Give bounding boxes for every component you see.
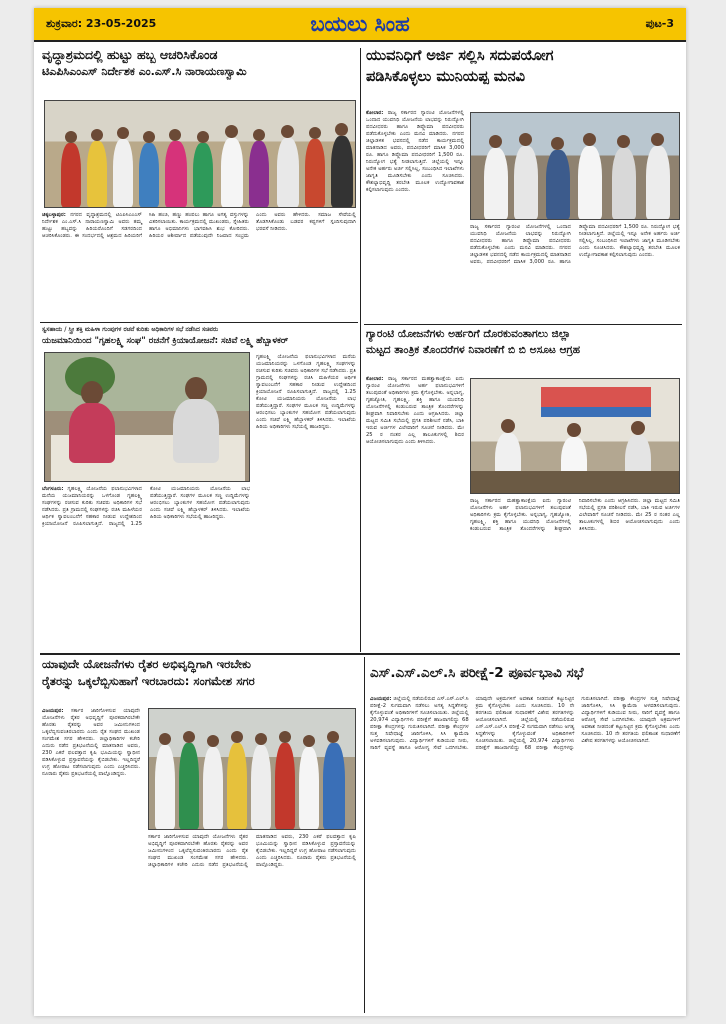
article-5-photo bbox=[148, 708, 356, 830]
article-1-headline: ವೃದ್ಧಾಶ್ರಮದಲ್ಲಿ ಹುಟ್ಟು ಹಬ್ಬ ಆಚರಿಸಿಕೊಂಡ bbox=[42, 48, 218, 62]
issue-date: ಶುಕ್ರವಾರ: 23-05-2025 bbox=[46, 17, 157, 30]
article-5-place: ವಿಜಯಪುರ: bbox=[42, 708, 64, 714]
article-5-text: ಸರ್ಕಾರ ಜಾರಿಗೊಳಿಸುವ ಯಾವುದೇ ಯೋಜನೆಗಳು ರೈತರ ಅಭಿವೃದ್ಧಿಗೆ ಪೂರಕವಾಗಿರಬೇಕೇ ಹೊರತು ರೈತರನ್ನು ಅವರ ಜಮೀನುಗಳಿಂದ ಒಕ್ಕಲೆಬ್ಬಿಸುವಂತಿರಬಾರದು ಎಂದು ರೈತ ಸಂಘದ ಮುಖಂಡ ಸಂಗಮೇಶ ಸಗರ ಹೇಳಿದರು. ಜಿಲ್ಲಾಧಿಕಾರಿಗಳ ಕಚೇರಿ ಎದುರು ನಡೆದ ಪ್ರತಿಭಟನೆಯಲ್ಲಿ ಮಾತನಾಡಿದ ಅವರು, 230 ಎಕರೆ ಫಲವತ್ತಾದ ಕೃಷಿ ಭೂಮಿಯನ್ನು ಸ್ವಾಧೀನ ಪಡಿಸಿಕೊಳ್ಳುವ ಪ್ರಸ್ತಾವನೆಯನ್ನು ಕೈಬಿಡಬೇಕು. ಇಲ್ಲದಿದ್ದರೆ ಉಗ್ರ ಹೋರಾಟ ನಡೆಸಲಾಗುವುದು ಎಂದು ಎಚ್ಚರಿಸಿದರು. ನೂರಾರು ರೈತರು ಪ್ರತಿಭಟನೆಯಲ್ಲಿ ಪಾಲ್ಗೊಂಡಿದ್ದರು. bbox=[42, 708, 140, 778]
article-5-text-continued: ಸರ್ಕಾರ ಜಾರಿಗೊಳಿಸುವ ಯಾವುದೇ ಯೋಜನೆಗಳು ರೈತರ ಅಭಿವೃದ್ಧಿಗೆ ಪೂರಕವಾಗಿರಬೇಕೇ ಹೊರತು ರೈತರನ್ನು ಅವರ ಜಮೀನುಗಳಿಂದ ಒಕ್ಕಲೆಬ್ಬಿಸುವಂತಿರಬಾರದು ಎಂದು ರೈತ ಸಂಘದ ಮುಖಂಡ ಸಂಗಮೇಶ ಸಗರ ಹೇಳಿದರು. ಜಿಲ್ಲಾಧಿಕಾರಿಗಳ ಕಚೇರಿ ಎದುರು ನಡೆದ ಪ್ರತಿಭಟನೆಯಲ್ಲಿ ಮಾತನಾಡಿದ ಅವರು, 230 ಎಕರೆ ಫಲವತ್ತಾದ ಕೃಷಿ ಭೂಮಿಯನ್ನು ಸ್ವಾಧೀನ ಪಡಿಸಿಕೊಳ್ಳುವ ಪ್ರಸ್ತಾವನೆಯನ್ನು ಕೈಬಿಡಬೇಕು. ಇಲ್ಲದಿದ್ದರೆ ಉಗ್ರ ಹೋರಾಟ ನಡೆಸಲಾಗುವುದು ಎಂದು ಎಚ್ಚರಿಸಿದರು. ನೂರಾರು ರೈತರು ಪ್ರತಿಭಟನೆಯಲ್ಲಿ ಪಾಲ್ಗೊಂಡಿದ್ದರು. bbox=[148, 834, 356, 869]
masthead bbox=[34, 8, 686, 42]
article-1-place: ಚಿಕ್ಕಬಳ್ಳಾಪುರ: bbox=[42, 212, 66, 218]
article-2-kicker: ಸ್ವಸಹಾಯ / ಸ್ತ್ರೀ ಶಕ್ತಿ ಮಹಿಳಾ ಗುಂಪುಗಳ ರಚನೆ ಕುರಿತು ಅಧಿಕಾರಿಗಳ ಸಭೆ ನಡೆಸಿದ ಸಚಿವರು bbox=[42, 326, 219, 333]
article-4-photo bbox=[470, 378, 680, 494]
article-5-body-right bbox=[148, 834, 356, 1014]
newspaper-title: ಬಯಲು ಸಿಂಹ bbox=[310, 11, 410, 36]
article-2-photo bbox=[44, 352, 250, 482]
article-3-place: ಕೋಲಾರ: bbox=[366, 110, 384, 116]
newspaper-page bbox=[34, 8, 686, 1016]
article-6-text: ಜಿಲ್ಲೆಯಲ್ಲಿ ನಡೆಯಲಿರುವ ಎಸ್.ಎಸ್.ಎಲ್.ಸಿ ಪರೀಕ್ಷೆ-2 ಸುಗಮವಾಗಿ ನಡೆಸಲು ಅಗತ್ಯ ಸಿದ್ಧತೆಗಳನ್ನು ಕೈಗೊಳ್ಳುವಂತೆ ಅಧಿಕಾರಿಗಳಿಗೆ ಸೂಚಿಸಲಾಯಿತು. ಜಿಲ್ಲೆಯಲ್ಲಿ 20,974 ವಿದ್ಯಾರ್ಥಿಗಳು ಪರೀಕ್ಷೆಗೆ ಹಾಜರಾಗಲಿದ್ದು 68 ಪರೀಕ್ಷಾ ಕೇಂದ್ರಗಳನ್ನು ಗುರುತಿಸಲಾಗಿದೆ. ಪರೀಕ್ಷಾ ಕೇಂದ್ರಗಳ ಸುತ್ತ ನಿಷೇಧಾಜ್ಞೆ ಜಾರಿಗೊಳಿಸಿ, ಸಿಸಿ ಕ್ಯಾಮೆರಾ ಅಳವಡಿಸಲಾಗುವುದು. ವಿದ್ಯಾರ್ಥಿಗಳಿಗೆ ಕುಡಿಯುವ ನೀರು, ಸಾರಿಗೆ ವ್ಯವಸ್ಥೆ ಹಾಗೂ ಆರೋಗ್ಯ ಸೇವೆ ಒದಗಿಸಬೇಕು. ಯಾವುದೇ ಅಕ್ರಮಗಳಿಗೆ ಅವಕಾಶ ನೀಡದಂತೆ ಕಟ್ಟುನಿಟ್ಟಿನ ಕ್ರಮ ಕೈಗೊಳ್ಳಬೇಕು ಎಂದು ಸೂಚಿಸಿದರು. 10 ನೇ ತರಗತಿಯ ಫಲಿತಾಂಶ ಸುಧಾರಣೆಗೆ ವಿಶೇಷ ತರಗತಿಗಳನ್ನು ಆಯೋಜಿಸಲಾಗಿದೆ. bbox=[370, 696, 575, 752]
article-2-body-continued bbox=[256, 354, 356, 650]
article-1-text: ನಗರದ ವೃದ್ಧಾಶ್ರಮದಲ್ಲಿ ಟಿಎಪಿಸಿಎಂಎಸ್ ನಿರ್ದೇಶಕ ಎಂ.ಎಸ್.ಸಿ ನಾರಾಯಣಸ್ವಾಮಿ ಅವರು ತಮ್ಮ ಹುಟ್ಟು ಹಬ್ಬವನ್ನು ಹಿರಿಯರೊಂದಿಗೆ ಸಡಗರದಿಂದ ಆಚರಿಸಿಕೊಂಡರು. ಈ ಸಂದರ್ಭದಲ್ಲಿ ಆಶ್ರಮದ ಹಿರಿಯರಿಗೆ ಸಿಹಿ ಹಂಚಿ, ಹಣ್ಣು ಹಂಪಲು ಹಾಗೂ ಅಗತ್ಯ ವಸ್ತುಗಳನ್ನು ವಿತರಿಸಲಾಯಿತು. ಕಾರ್ಯಕ್ರಮದಲ್ಲಿ ಮುಖಂಡರು, ಸ್ನೇಹಿತರು ಹಾಗೂ ಅಭಿಮಾನಿಗಳು ಭಾಗವಹಿಸಿ ಶುಭ ಕೋರಿದರು. ಹಿರಿಯರ ಆಶೀರ್ವಾದ ಪಡೆಯುವುದೇ ನಿಜವಾದ ಸಂಭ್ರಮ ಎಂದು ಅವರು ಹೇಳಿದರು. ಸಮಾಜ ಸೇವೆಯಲ್ಲಿ ತೊಡಗಿಸಿಕೊಂಡು ಬಡವರ ಕಷ್ಟಗಳಿಗೆ ಸ್ಪಂದಿಸುವುದಾಗಿ ಭರವಸೆ ನೀಡಿದರು. bbox=[42, 212, 356, 240]
article-2-place: ಬೆಂಗಳೂರು: bbox=[42, 486, 64, 492]
article-divider bbox=[364, 324, 682, 325]
article-4-body-right bbox=[470, 498, 680, 652]
article-3-photo bbox=[470, 112, 680, 220]
article-4-body-left bbox=[366, 376, 464, 652]
article-3-body-left bbox=[366, 110, 464, 322]
article-2-header bbox=[42, 326, 356, 352]
article-2-text-continued: ಗೃಹಲಕ್ಷ್ಮಿ ಯೋಜನೆಯ ಫಲಾನುಭವಿಗಳಾದ ಮನೆಯ ಯಜಮಾನಿಯರನ್ನು ಒಳಗೊಂಡ ಗೃಹಲಕ್ಷ್ಮಿ ಸಂಘಗಳನ್ನು ರಚಿಸುವ ಕುರಿತು ಸಚಿವರು ಅಧಿಕಾರಿಗಳ ಸಭೆ ನಡೆಸಿದರು. ಪ್ರತಿ ಗ್ರಾಮದಲ್ಲಿ ಸಂಘಗಳನ್ನು ರಚಿಸಿ ಮಹಿಳೆಯರ ಆರ್ಥಿಕ ಸ್ವಾವಲಂಬನೆಗೆ ಸಹಕಾರ ನೀಡುವ ಉದ್ದೇಶದಿಂದ ಕ್ರಿಯಾಯೋಜನೆ ರೂಪಿಸಲಾಗುತ್ತಿದೆ. ರಾಜ್ಯದಲ್ಲಿ 1.25 ಕೋಟಿ ಯಜಮಾನಿಯರು ಯೋಜನೆಯ ಲಾಭ ಪಡೆಯುತ್ತಿದ್ದಾರೆ. ಸಂಘಗಳ ಮೂಲಕ ಸಣ್ಣ ಉದ್ದಿಮೆಗಳನ್ನು ಆರಂಭಿಸಲು ಬ್ಯಾಂಕುಗಳ ಸಹಯೋಗ ಪಡೆಯಲಾಗುವುದು ಎಂದು ಸಚಿವೆ ಲಕ್ಷ್ಮಿ ಹೆಬ್ಬಾಳಕರ್ ತಿಳಿಸಿದರು. ಇಲಾಖೆಯ ಹಿರಿಯ ಅಧಿಕಾರಿಗಳು ಸಭೆಯಲ್ಲಿ ಹಾಜರಿದ್ದರು. bbox=[256, 354, 356, 431]
article-6-place: ವಿಜಯಪುರ: bbox=[370, 696, 392, 702]
article-6-text-continued: ಜಿಲ್ಲೆಯಲ್ಲಿ ನಡೆಯಲಿರುವ ಎಸ್.ಎಸ್.ಎಲ್.ಸಿ ಪರೀಕ್ಷೆ-2 ಸುಗಮವಾಗಿ ನಡೆಸಲು ಅಗತ್ಯ ಸಿದ್ಧತೆಗಳನ್ನು ಕೈಗೊಳ್ಳುವಂತೆ ಅಧಿಕಾರಿಗಳಿಗೆ ಸೂಚಿಸಲಾಯಿತು. ಜಿಲ್ಲೆಯಲ್ಲಿ 20,974 ವಿದ್ಯಾರ್ಥಿಗಳು ಪರೀಕ್ಷೆಗೆ ಹಾಜರಾಗಲಿದ್ದು 68 ಪರೀಕ್ಷಾ ಕೇಂದ್ರಗಳನ್ನು ಗುರುತಿಸಲಾಗಿದೆ. ಪರೀಕ್ಷಾ ಕೇಂದ್ರಗಳ ಸುತ್ತ ನಿಷೇಧಾಜ್ಞೆ ಜಾರಿಗೊಳಿಸಿ, ಸಿಸಿ ಕ್ಯಾಮೆರಾ ಅಳವಡಿಸಲಾಗುವುದು. ವಿದ್ಯಾರ್ಥಿಗಳಿಗೆ ಕುಡಿಯುವ ನೀರು, ಸಾರಿಗೆ ವ್ಯವಸ್ಥೆ ಹಾಗೂ ಆರೋಗ್ಯ ಸೇವೆ ಒದಗಿಸಬೇಕು. ಯಾವುದೇ ಅಕ್ರಮಗಳಿಗೆ ಅವಕಾಶ ನೀಡದಂತೆ ಕಟ್ಟುನಿಟ್ಟಿನ ಕ್ರಮ ಕೈಗೊಳ್ಳಬೇಕು ಎಂದು ಸೂಚಿಸಿದರು. 10 ನೇ ತರಗತಿಯ ಫಲಿತಾಂಶ ಸುಧಾರಣೆಗೆ ವಿಶೇಷ ತರಗತಿಗಳನ್ನು ಆಯೋಜಿಸಲಾಗಿದೆ. bbox=[475, 696, 680, 752]
article-5-body-left bbox=[42, 708, 140, 1014]
article-4-text: ರಾಜ್ಯ ಸರ್ಕಾರದ ಮಹತ್ವಾಕಾಂಕ್ಷೆಯ ಐದು ಗ್ಯಾರಂಟಿ ಯೋಜನೆಗಳು ಅರ್ಹ ಫಲಾನುಭವಿಗಳಿಗೆ ತಲುಪುವಂತೆ ಅಧಿಕಾರಿಗಳು ಕ್ರಮ ಕೈಗೊಳ್ಳಬೇಕು. ಅನ್ನಭಾಗ್ಯ, ಗೃಹಜ್ಯೋತಿ, ಗೃಹಲಕ್ಷ್ಮಿ, ಶಕ್ತಿ ಹಾಗೂ ಯುವನಿಧಿ ಯೋಜನೆಗಳಲ್ಲಿ ಕಂಡುಬರುವ ತಾಂತ್ರಿಕ ತೊಂದರೆಗಳನ್ನು ಶೀಘ್ರವಾಗಿ ನಿವಾರಿಸಬೇಕು ಎಂದು ಆಗ್ರಹಿಸಿದರು. ಜಿಲ್ಲಾ ಮಟ್ಟದ ಸಮಿತಿ ಸಭೆಯಲ್ಲಿ ಪ್ರಗತಿ ಪರಿಶೀಲನೆ ನಡೆಸಿ, ಬಾಕಿ ಇರುವ ಅರ್ಜಿಗಳ ವಿಲೇವಾರಿಗೆ ಸೂಚನೆ ನೀಡಿದರು. ಮೇ 25 ರ ನಂತರ ಎಲ್ಲ ತಾಲೂಕುಗಳಲ್ಲಿ ಶಿಬಿರ ಆಯೋಜಿಸಲಾಗುವುದು ಎಂದು ತಿಳಿಸಿದರು. bbox=[366, 376, 464, 446]
article-1-photo bbox=[44, 100, 356, 208]
article-4-place: ಕೋಲಾರ: bbox=[366, 376, 384, 382]
article-2-body bbox=[42, 486, 250, 650]
article-3-headline: ಯುವನಿಧಿಗೆ ಅರ್ಜಿ ಸಲ್ಲಿಸಿ ಸದುಪಯೋಗ bbox=[366, 48, 554, 64]
article-4-headline: ಗ್ಯಾರಂಟಿ ಯೋಜನೆಗಳು ಅರ್ಹರಿಗೆ ದೊರಕುವಂತಾಗಲು ಜಿಲ್ಲಾ bbox=[366, 328, 571, 340]
article-3-text-continued: ರಾಜ್ಯ ಸರ್ಕಾರದ ಗ್ಯಾರಂಟಿ ಯೋಜನೆಗಳಲ್ಲಿ ಒಂದಾದ ಯುವನಿಧಿ ಯೋಜನೆಯ ಲಾಭವನ್ನು ನಿರುದ್ಯೋಗಿ ಪದವೀಧರರು ಹಾಗೂ ಡಿಪ್ಲೊಮಾ ಪದವೀಧರರು ಪಡೆದುಕೊಳ್ಳಬೇಕು ಎಂದು ಮನವಿ ಮಾಡಿದರು. ನಗರದ ಜಿಲ್ಲಾಡಳಿತ ಭವನದಲ್ಲಿ ನಡೆದ ಕಾರ್ಯಕ್ರಮದಲ್ಲಿ ಮಾತನಾಡಿದ ಅವರು, ಪದವೀಧರರಿಗೆ ಮಾಸಿಕ 3,000 ರೂ. ಹಾಗೂ ಡಿಪ್ಲೊಮಾ ಪದವೀಧರರಿಗೆ 1,500 ರೂ. ನಿರುದ್ಯೋಗ ಭತ್ಯೆ ನೀಡಲಾಗುತ್ತಿದೆ. ಜಿಲ್ಲೆಯಲ್ಲಿ ಇನ್ನೂ ಅನೇಕ ಅರ್ಹರು ಅರ್ಜಿ ಸಲ್ಲಿಸಿಲ್ಲ, ಸಂಬಂಧಿಸಿದ ಇಲಾಖೆಗಳು ಜಾಗೃತಿ ಮೂಡಿಸಬೇಕು ಎಂದು ಸೂಚಿಸಿದರು. ಕೌಶಲ್ಯಾಭಿವೃದ್ಧಿ ತರಬೇತಿ ಮೂಲಕ ಉದ್ಯೋಗಾವಕಾಶ ಕಲ್ಪಿಸಲಾಗುವುದು ಎಂದರು. bbox=[470, 224, 680, 266]
column-divider bbox=[360, 48, 361, 652]
article-5-headline: ಯಾವುದೇ ಯೋಜನೆಗಳು ರೈತರ ಅಭಿವೃದ್ಧಿಗಾಗಿ ಇರಬೇಕು bbox=[42, 658, 251, 671]
article-5-subheadline: ರೈತರನ್ನು ಒಕ್ಕಲೆಬ್ಬಿಸುಹಾಗೆ ಇರಬಾರದು: ಸಂಗಮೇಶ ಸಗರ bbox=[42, 674, 255, 689]
article-1-body bbox=[42, 212, 356, 320]
article-6-headline: ಎಸ್.ಎಸ್.ಎಲ್.ಸಿ ಪರೀಕ್ಷೆ-2 ಪೂರ್ವಭಾವಿ ಸಭೆ bbox=[370, 666, 584, 681]
article-6-header bbox=[370, 666, 682, 690]
article-4-text-continued: ರಾಜ್ಯ ಸರ್ಕಾರದ ಮಹತ್ವಾಕಾಂಕ್ಷೆಯ ಐದು ಗ್ಯಾರಂಟಿ ಯೋಜನೆಗಳು ಅರ್ಹ ಫಲಾನುಭವಿಗಳಿಗೆ ತಲುಪುವಂತೆ ಅಧಿಕಾರಿಗಳು ಕ್ರಮ ಕೈಗೊಳ್ಳಬೇಕು. ಅನ್ನಭಾಗ್ಯ, ಗೃಹಜ್ಯೋತಿ, ಗೃಹಲಕ್ಷ್ಮಿ, ಶಕ್ತಿ ಹಾಗೂ ಯುವನಿಧಿ ಯೋಜನೆಗಳಲ್ಲಿ ಕಂಡುಬರುವ ತಾಂತ್ರಿಕ ತೊಂದರೆಗಳನ್ನು ಶೀಘ್ರವಾಗಿ ನಿವಾರಿಸಬೇಕು ಎಂದು ಆಗ್ರಹಿಸಿದರು. ಜಿಲ್ಲಾ ಮಟ್ಟದ ಸಮಿತಿ ಸಭೆಯಲ್ಲಿ ಪ್ರಗತಿ ಪರಿಶೀಲನೆ ನಡೆಸಿ, ಬಾಕಿ ಇರುವ ಅರ್ಜಿಗಳ ವಿಲೇವಾರಿಗೆ ಸೂಚನೆ ನೀಡಿದರು. ಮೇ 25 ರ ನಂತರ ಎಲ್ಲ ತಾಲೂಕುಗಳಲ್ಲಿ ಶಿಬಿರ ಆಯೋಜಿಸಲಾಗುವುದು ಎಂದು ತಿಳಿಸಿದರು. bbox=[470, 498, 680, 533]
column-divider bbox=[364, 657, 365, 1013]
article-1-subheadline: ಟಿಎಪಿಸಿಎಂಎಸ್ ನಿರ್ದೇಶಕ ಎಂ.ಎಸ್.ಸಿ ನಾರಾಯಣಸ್ವಾಮಿ bbox=[42, 65, 247, 79]
article-6-body bbox=[370, 696, 680, 1014]
article-4-header bbox=[366, 328, 680, 372]
article-2-headline: ಯಜಮಾನಿಯಿಂದ "ಗೃಹಲಕ್ಷ್ಮಿ ಸಂಘ" ರಚನೆಗೆ ಕ್ರಿಯಾಯೋಜನೆ: ಸಚಿವೆ ಲಕ್ಷ್ಮಿ ಹೆಬ್ಬಾಳಕರ್ bbox=[42, 336, 289, 346]
article-3-subheadline: ಪಡಿಸಿಕೊಳ್ಳಲು ಮುನಿಯಪ್ಪ ಮನವಿ bbox=[366, 68, 525, 85]
article-1-header bbox=[42, 48, 354, 108]
article-divider bbox=[40, 322, 358, 323]
article-5-header bbox=[42, 658, 360, 704]
article-4-subheadline: ಮಟ್ಟದ ತಾಂತ್ರಿಕ ತೊಂದರೆಗಳ ನಿವಾರಣೆಗೆ ಬಿ ಬಿ ಅಸೂಟ ಆಗ್ರಹ bbox=[366, 344, 581, 357]
page-number: ಪುಟ-3 bbox=[645, 17, 674, 30]
article-2-text: ಗೃಹಲಕ್ಷ್ಮಿ ಯೋಜನೆಯ ಫಲಾನುಭವಿಗಳಾದ ಮನೆಯ ಯಜಮಾನಿಯರನ್ನು ಒಳಗೊಂಡ ಗೃಹಲಕ್ಷ್ಮಿ ಸಂಘಗಳನ್ನು ರಚಿಸುವ ಕುರಿತು ಸಚಿವರು ಅಧಿಕಾರಿಗಳ ಸಭೆ ನಡೆಸಿದರು. ಪ್ರತಿ ಗ್ರಾಮದಲ್ಲಿ ಸಂಘಗಳನ್ನು ರಚಿಸಿ ಮಹಿಳೆಯರ ಆರ್ಥಿಕ ಸ್ವಾವಲಂಬನೆಗೆ ಸಹಕಾರ ನೀಡುವ ಉದ್ದೇಶದಿಂದ ಕ್ರಿಯಾಯೋಜನೆ ರೂಪಿಸಲಾಗುತ್ತಿದೆ. ರಾಜ್ಯದಲ್ಲಿ 1.25 ಕೋಟಿ ಯಜಮಾನಿಯರು ಯೋಜನೆಯ ಲಾಭ ಪಡೆಯುತ್ತಿದ್ದಾರೆ. ಸಂಘಗಳ ಮೂಲಕ ಸಣ್ಣ ಉದ್ದಿಮೆಗಳನ್ನು ಆರಂಭಿಸಲು ಬ್ಯಾಂಕುಗಳ ಸಹಯೋಗ ಪಡೆಯಲಾಗುವುದು ಎಂದು ಸಚಿವೆ ಲಕ್ಷ್ಮಿ ಹೆಬ್ಬಾಳಕರ್ ತಿಳಿಸಿದರು. ಇಲಾಖೆಯ ಹಿರಿಯ ಅಧಿಕಾರಿಗಳು ಸಭೆಯಲ್ಲಿ ಹಾಜರಿದ್ದರು. bbox=[42, 486, 250, 528]
article-3-body-right bbox=[470, 224, 680, 322]
article-3-header bbox=[366, 48, 680, 106]
article-3-text: ರಾಜ್ಯ ಸರ್ಕಾರದ ಗ್ಯಾರಂಟಿ ಯೋಜನೆಗಳಲ್ಲಿ ಒಂದಾದ ಯುವನಿಧಿ ಯೋಜನೆಯ ಲಾಭವನ್ನು ನಿರುದ್ಯೋಗಿ ಪದವೀಧರರು ಹಾಗೂ ಡಿಪ್ಲೊಮಾ ಪದವೀಧರರು ಪಡೆದುಕೊಳ್ಳಬೇಕು ಎಂದು ಮನವಿ ಮಾಡಿದರು. ನಗರದ ಜಿಲ್ಲಾಡಳಿತ ಭವನದಲ್ಲಿ ನಡೆದ ಕಾರ್ಯಕ್ರಮದಲ್ಲಿ ಮಾತನಾಡಿದ ಅವರು, ಪದವೀಧರರಿಗೆ ಮಾಸಿಕ 3,000 ರೂ. ಹಾಗೂ ಡಿಪ್ಲೊಮಾ ಪದವೀಧರರಿಗೆ 1,500 ರೂ. ನಿರುದ್ಯೋಗ ಭತ್ಯೆ ನೀಡಲಾಗುತ್ತಿದೆ. ಜಿಲ್ಲೆಯಲ್ಲಿ ಇನ್ನೂ ಅನೇಕ ಅರ್ಹರು ಅರ್ಜಿ ಸಲ್ಲಿಸಿಲ್ಲ, ಸಂಬಂಧಿಸಿದ ಇಲಾಖೆಗಳು ಜಾಗೃತಿ ಮೂಡಿಸಬೇಕು ಎಂದು ಸೂಚಿಸಿದರು. ಕೌಶಲ್ಯಾಭಿವೃದ್ಧಿ ತರಬೇತಿ ಮೂಲಕ ಉದ್ಯೋಗಾವಕಾಶ ಕಲ್ಪಿಸಲಾಗುವುದು ಎಂದರು. bbox=[366, 110, 464, 194]
section-divider bbox=[40, 653, 680, 655]
